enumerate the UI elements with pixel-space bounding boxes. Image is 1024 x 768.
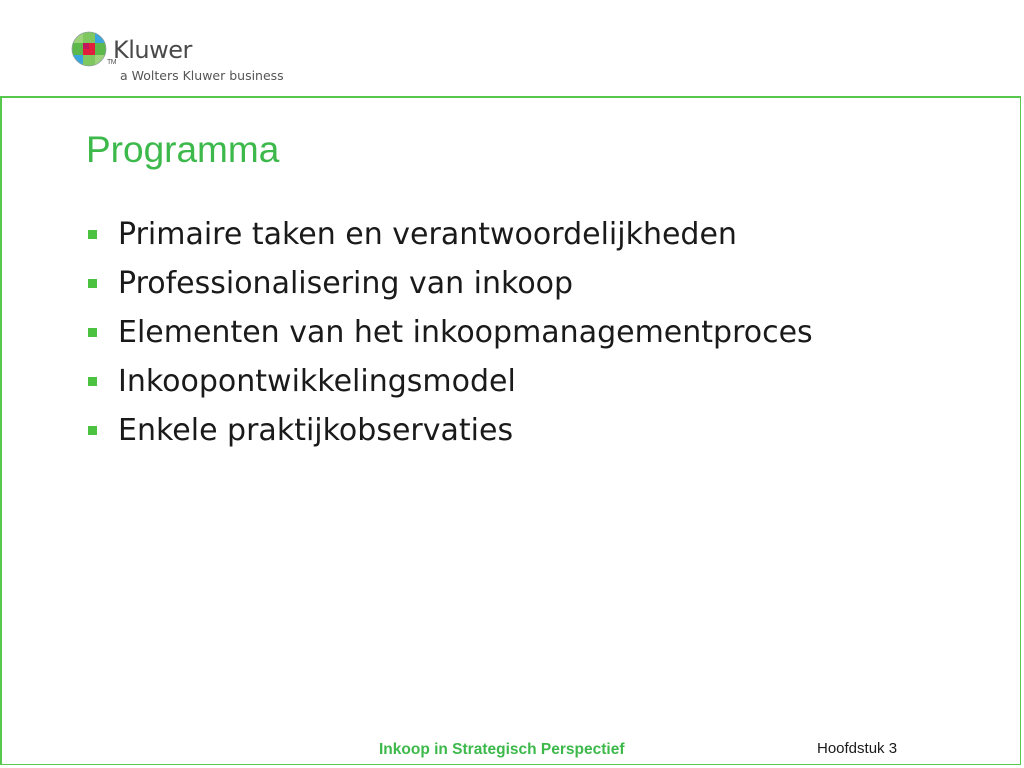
chapter-label: Hoofdstuk 3 — [817, 740, 898, 757]
square-bullet-icon — [88, 377, 97, 386]
bullet-text: Primaire taken en verantwoordelijkheden — [118, 217, 737, 252]
kluwer-globe-icon — [70, 30, 108, 68]
bullet-item — [86, 262, 813, 311]
logo-tagline: a Wolters Kluwer business — [120, 68, 284, 83]
slide-title: Programma — [86, 129, 280, 170]
bullet-list — [86, 213, 813, 458]
logo-name: Kluwer — [113, 36, 192, 64]
bullet-item — [86, 311, 813, 360]
bullet-text: Elementen van het inkoopmanagementproces — [118, 315, 813, 350]
square-bullet-icon — [88, 426, 97, 435]
bullet-text: Enkele praktijkobservaties — [118, 413, 514, 448]
square-bullet-icon — [88, 328, 97, 337]
bullet-text: Professionalisering van inkoop — [118, 266, 574, 301]
footer-title: Inkoop in Strategisch Perspectief — [379, 741, 625, 758]
bullet-text: Inkoopontwikkelingsmodel — [118, 364, 516, 399]
square-bullet-icon — [88, 279, 97, 288]
kluwer-logo — [70, 30, 310, 86]
bullet-item — [86, 213, 813, 262]
bullet-item — [86, 360, 813, 409]
logo-trademark: TM — [107, 59, 117, 66]
bullet-item — [86, 409, 813, 458]
square-bullet-icon — [88, 230, 97, 239]
